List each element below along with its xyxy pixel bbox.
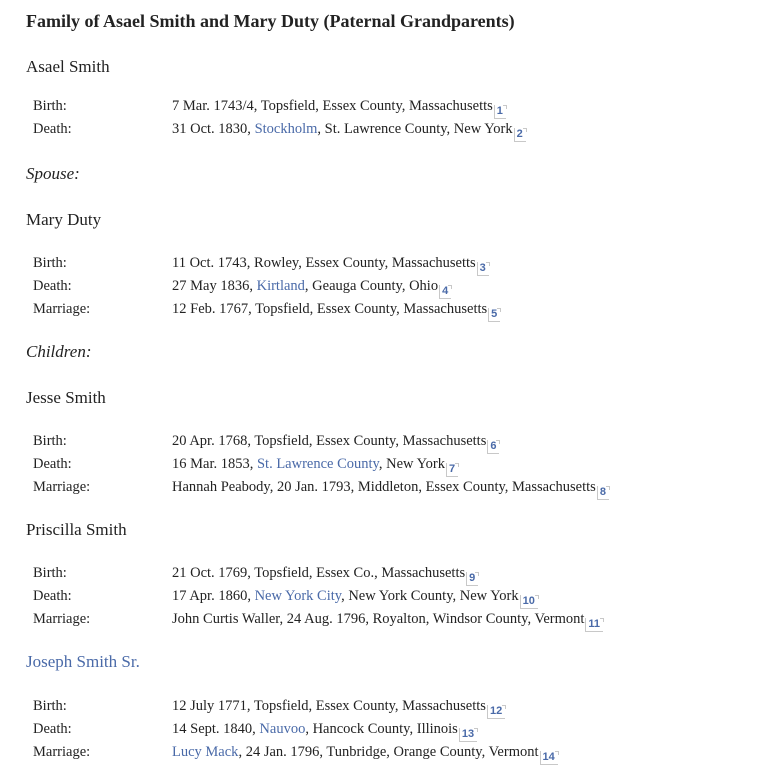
person-joseph-smith-sr [26, 651, 756, 764]
spouse-heading: Spouse: [26, 164, 80, 183]
fact-value: 7 Mar. 1743/4, Topsfield, Essex County, Massachusetts 1 [172, 95, 506, 118]
fact-label: Marriage: [33, 479, 91, 495]
fact-death [26, 275, 756, 298]
fact-birth [26, 95, 756, 118]
fact-label: Birth: [33, 565, 67, 581]
place-link-nauvoo[interactable]: Nauvoo [259, 721, 306, 737]
fact-label: Birth: [33, 698, 67, 714]
fact-label: Birth: [33, 98, 67, 114]
fact-label: Death: [33, 121, 72, 137]
fact-list [26, 430, 756, 499]
person-priscilla-smith [26, 519, 756, 631]
fact-birth [26, 430, 756, 453]
fact-death [26, 585, 756, 608]
citation-7[interactable]: 7 [446, 463, 458, 477]
place-link-st-lawrence-county[interactable]: St. Lawrence County [256, 456, 379, 472]
fact-value: 27 May 1836, Kirtland, Geauga County, Ohio 4 [172, 275, 451, 298]
fact-marriage [26, 476, 756, 499]
citation-2[interactable]: 2 [514, 128, 526, 142]
person-name-link[interactable]: Joseph Smith Sr. [26, 652, 140, 671]
citation-14[interactable]: 14 [540, 751, 558, 765]
citation-4[interactable]: 4 [439, 285, 451, 299]
person-asael-smith [26, 56, 756, 141]
fact-label: Marriage: [33, 744, 91, 760]
children-heading: Children: [26, 342, 92, 361]
fact-label: Death: [33, 721, 72, 737]
person-jesse-smith [26, 387, 756, 499]
citation-6[interactable]: 6 [487, 440, 499, 454]
fact-value: 14 Sept. 1840, Nauvoo, Hancock County, Illinois 13 [172, 718, 477, 741]
citation-9[interactable]: 9 [466, 572, 478, 586]
spouse-link-lucy-mack[interactable]: Lucy Mack [172, 744, 239, 760]
fact-birth [26, 252, 756, 275]
fact-value: Lucy Mack, 24 Jan. 1796, Tunbridge, Orange County, Vermont 14 [172, 741, 558, 764]
place-link-stockholm[interactable]: Stockholm [254, 121, 318, 137]
fact-list [26, 252, 756, 321]
person-name: Mary Duty [26, 210, 102, 229]
fact-list [26, 562, 756, 631]
citation-12[interactable]: 12 [487, 705, 505, 719]
family-record [26, 10, 756, 764]
fact-label: Death: [33, 588, 72, 604]
fact-label: Birth: [33, 255, 67, 271]
place-link-kirtland[interactable]: Kirtland [256, 278, 305, 294]
fact-birth [26, 695, 756, 718]
fact-value: Hannah Peabody, 20 Jan. 1793, Middleton, Essex County, Massachusetts 8 [172, 476, 609, 499]
fact-death [26, 453, 756, 476]
citation-13[interactable]: 13 [459, 728, 477, 742]
fact-label: Death: [33, 278, 72, 294]
fact-value: 12 July 1771, Topsfield, Essex County, Massachusetts 12 [172, 695, 505, 718]
person-mary-duty [26, 209, 756, 321]
fact-value: John Curtis Waller, 24 Aug. 1796, Royalton, Windsor County, Vermont 11 [172, 608, 603, 631]
fact-label: Marriage: [33, 611, 91, 627]
fact-label: Death: [33, 456, 72, 472]
fact-death [26, 718, 756, 741]
fact-death [26, 118, 756, 141]
fact-birth [26, 562, 756, 585]
fact-label: Marriage: [33, 301, 91, 317]
citation-3[interactable]: 3 [477, 262, 489, 276]
citation-1[interactable]: 1 [494, 105, 506, 119]
fact-value: 16 Mar. 1853, St. Lawrence County, New York 7 [172, 453, 458, 476]
fact-marriage [26, 298, 756, 321]
place-link-new-york-city[interactable]: New York City [254, 588, 342, 604]
fact-list [26, 95, 756, 141]
page-title: Family of Asael Smith and Mary Duty (Paternal Grandparents) [26, 11, 515, 31]
fact-value: 11 Oct. 1743, Rowley, Essex County, Massachusetts 3 [172, 252, 489, 275]
fact-value: 20 Apr. 1768, Topsfield, Essex County, Massachusetts 6 [172, 430, 499, 453]
fact-marriage [26, 741, 756, 764]
fact-label: Birth: [33, 433, 67, 449]
citation-11[interactable]: 11 [585, 618, 603, 632]
citation-8[interactable]: 8 [597, 486, 609, 500]
fact-marriage [26, 608, 756, 631]
citation-10[interactable]: 10 [520, 595, 538, 609]
fact-value: 31 Oct. 1830, Stockholm, St. Lawrence County, New York 2 [172, 118, 526, 141]
person-name: Priscilla Smith [26, 520, 127, 539]
person-name: Jesse Smith [26, 388, 106, 407]
fact-list [26, 695, 756, 764]
fact-value: 17 Apr. 1860, New York City, New York County, New York 10 [172, 585, 538, 608]
person-name: Asael Smith [26, 57, 110, 76]
citation-5[interactable]: 5 [488, 308, 500, 322]
fact-value: 12 Feb. 1767, Topsfield, Essex County, Massachusetts 5 [172, 298, 500, 321]
fact-value: 21 Oct. 1769, Topsfield, Essex Co., Massachusetts 9 [172, 562, 478, 585]
